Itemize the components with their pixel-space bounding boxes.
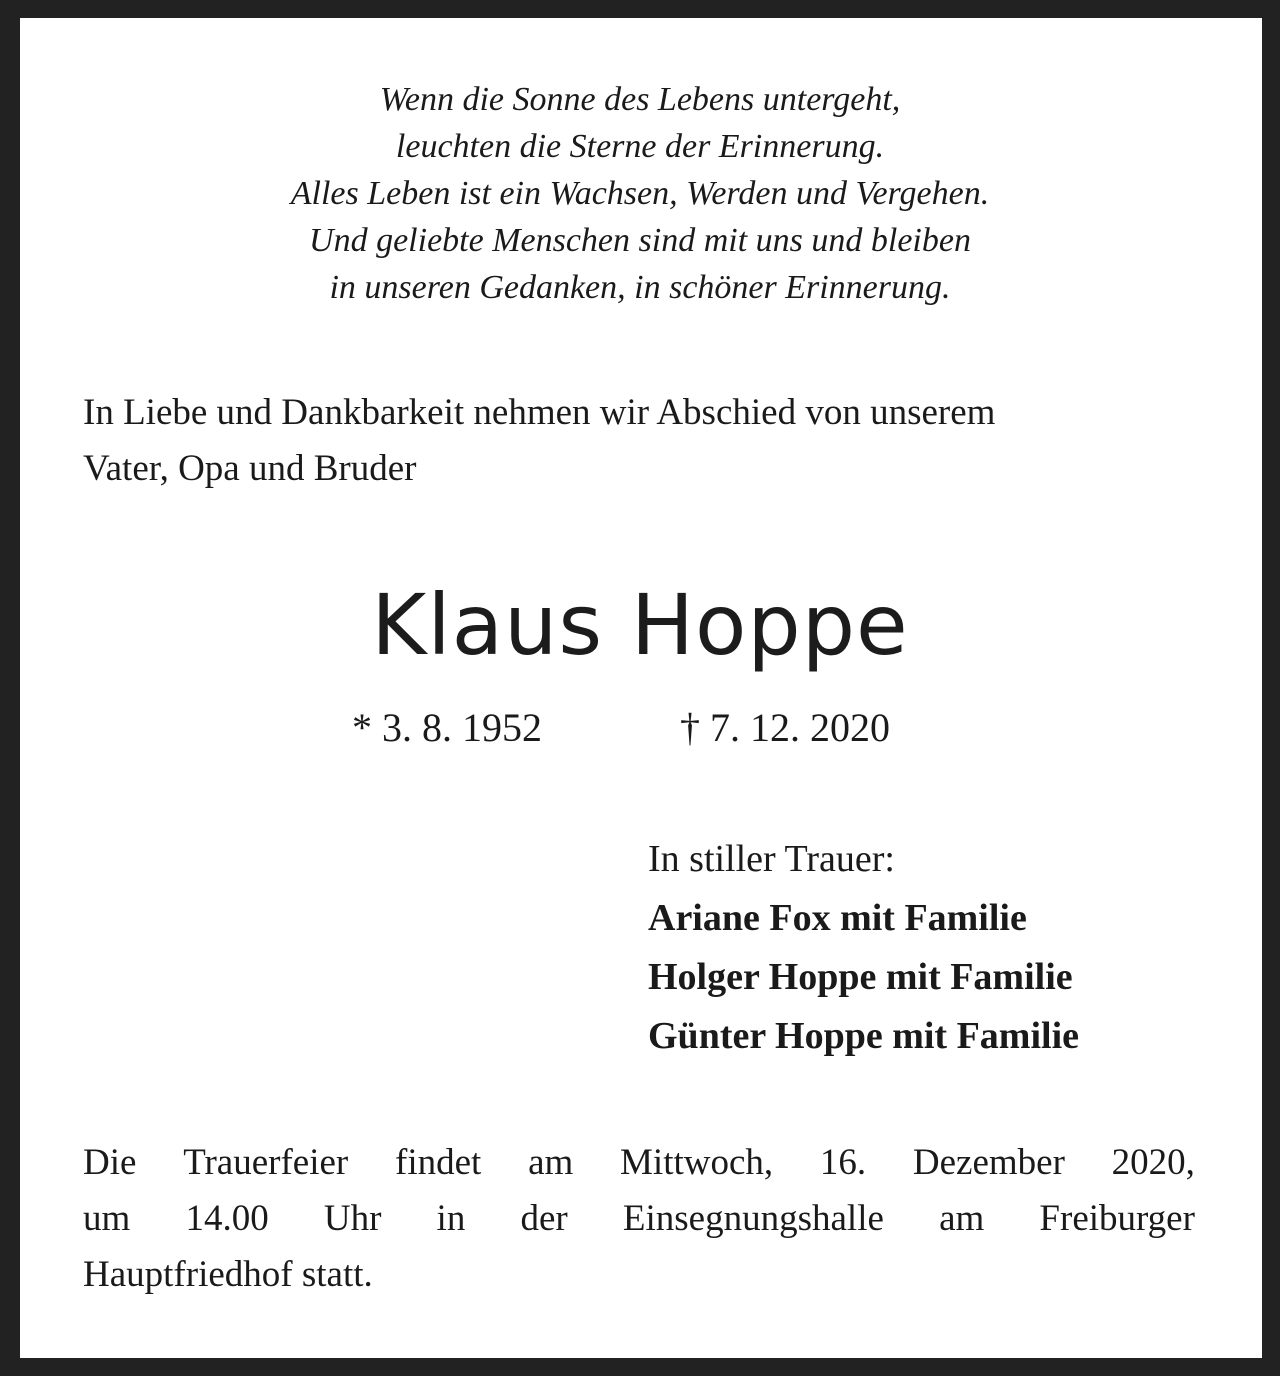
service-word: der [520, 1198, 568, 1239]
service-word: am [939, 1198, 985, 1239]
service-word: 2020, [1111, 1142, 1195, 1183]
mourner-name: Günter Hoppe mit Familie [648, 1015, 1079, 1057]
deceased-name: Klaus Hoppe [371, 576, 909, 674]
service-word: Freiburger [1039, 1198, 1195, 1239]
mourner-name: Ariane Fox mit Familie [648, 897, 1027, 939]
service-word: Trauerfeier [183, 1142, 349, 1183]
poem-line: Wenn die Sonne des Lebens untergeht, [379, 81, 901, 118]
poem-line: in unseren Gedanken, in schöner Erinnerung. [329, 269, 951, 306]
service-line [83, 1191, 1195, 1247]
service-word: am [528, 1142, 574, 1183]
service-word: Einsegnungshalle [622, 1198, 884, 1239]
service-word: 14.00 [185, 1198, 269, 1239]
service-line [83, 1135, 1195, 1191]
mourners-heading: In stiller Trauer: [648, 838, 895, 880]
memorial-poem [0, 76, 1280, 311]
funeral-service-info [83, 1135, 1195, 1303]
service-word: Die [83, 1142, 137, 1183]
service-word: Dezember [912, 1142, 1065, 1183]
service-word: 16. [819, 1142, 867, 1183]
poem-line: Alles Leben ist ein Wachsen, Werden und Vergehen. [290, 175, 990, 212]
farewell-intro [83, 385, 1203, 497]
poem-line: Und geliebte Menschen sind mit uns und bleiben [309, 222, 971, 259]
mourners-block [648, 830, 1248, 1066]
service-word: Mittwoch, [620, 1142, 774, 1183]
birth-date: * 3. 8. 1952 [352, 705, 542, 750]
service-line: Hauptfriedhof statt. [83, 1254, 373, 1295]
service-word: Uhr [323, 1198, 382, 1239]
death-date: † 7. 12. 2020 [680, 705, 890, 750]
service-word: in [436, 1198, 466, 1239]
service-word: findet [395, 1142, 482, 1183]
intro-line: In Liebe und Dankbarkeit nehmen wir Abschied von unserem [83, 392, 996, 433]
intro-line: Vater, Opa und Bruder [83, 448, 417, 489]
poem-line: leuchten die Sterne der Erinnerung. [395, 128, 885, 165]
mourner-name: Holger Hoppe mit Familie [648, 956, 1073, 998]
service-word: um [83, 1198, 131, 1239]
